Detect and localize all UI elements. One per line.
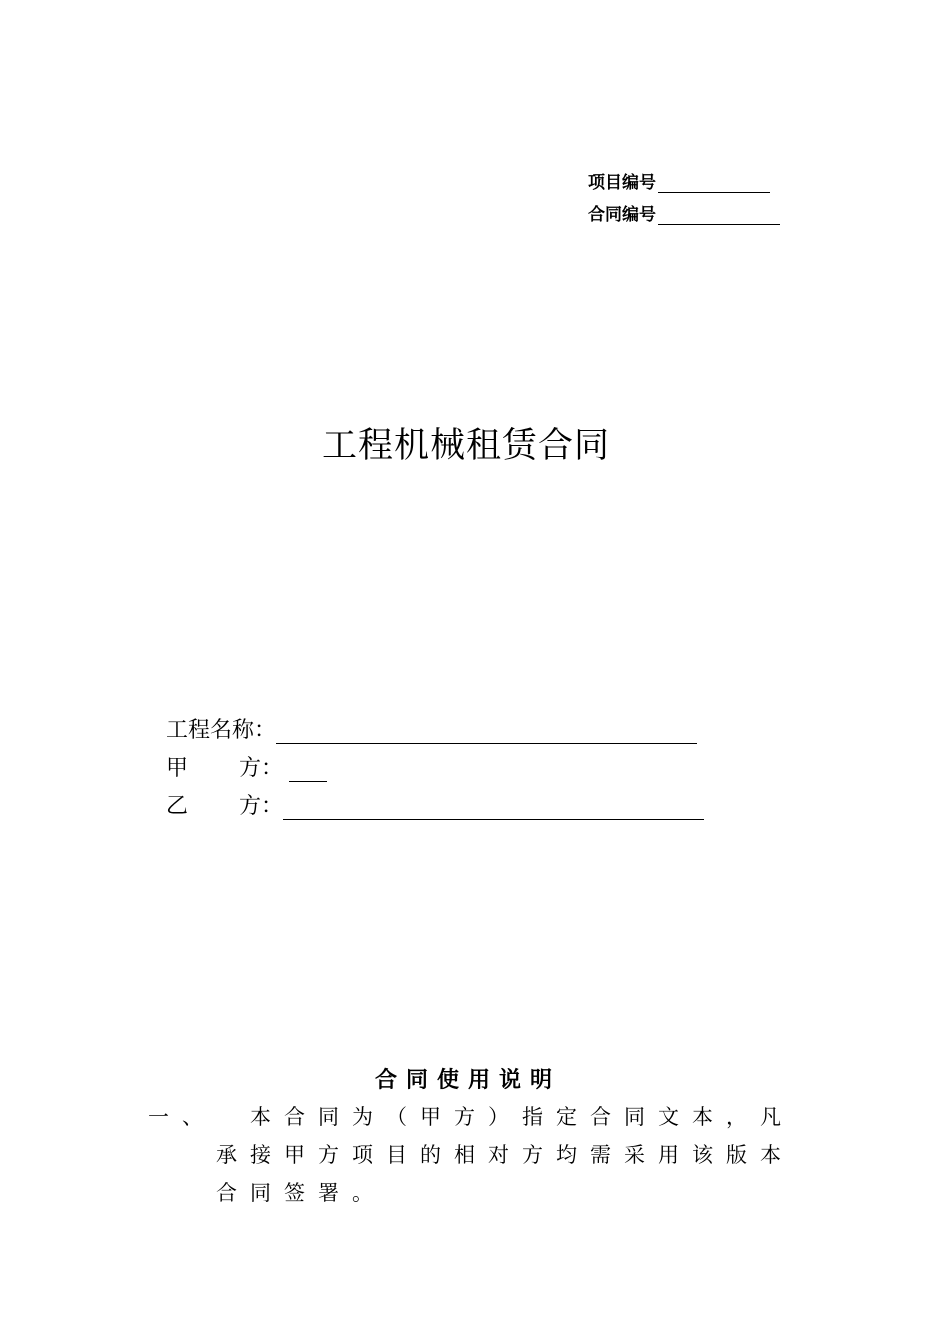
party-b-label-char: 乙: [166, 794, 189, 819]
party-a-row: [166, 751, 327, 782]
project-number-row: [588, 168, 770, 193]
project-name-blank: [276, 721, 697, 744]
usage-note-line-1: 本合同为（甲方）指定合同文本，凡: [250, 1105, 794, 1129]
party-b-blank: [283, 797, 704, 820]
usage-notes-title: 合同使用说明: [375, 1068, 562, 1093]
contract-number-blank: [658, 206, 780, 225]
party-a-label-suffix: 方：: [239, 756, 284, 781]
contract-number-row: [588, 200, 780, 225]
party-b-label-suffix: 方：: [239, 794, 284, 819]
usage-note-item-prefix: 一、: [148, 1105, 216, 1129]
project-number-blank: [658, 174, 770, 193]
project-name-row: [166, 713, 697, 744]
party-b-row: [166, 789, 704, 820]
usage-note-line-2: 承接甲方项目的相对方均需采用该版本: [216, 1143, 794, 1167]
document-title: 工程机械租赁合同: [322, 426, 611, 466]
party-a-blank: [289, 759, 327, 782]
contract-number-label: 合同编号: [588, 205, 656, 225]
project-number-label: 项目编号: [588, 173, 656, 193]
party-a-label-char: 甲: [166, 756, 189, 781]
project-name-label: 工程名称：: [166, 718, 277, 743]
usage-note-line-3: 合同签署。: [216, 1181, 386, 1205]
